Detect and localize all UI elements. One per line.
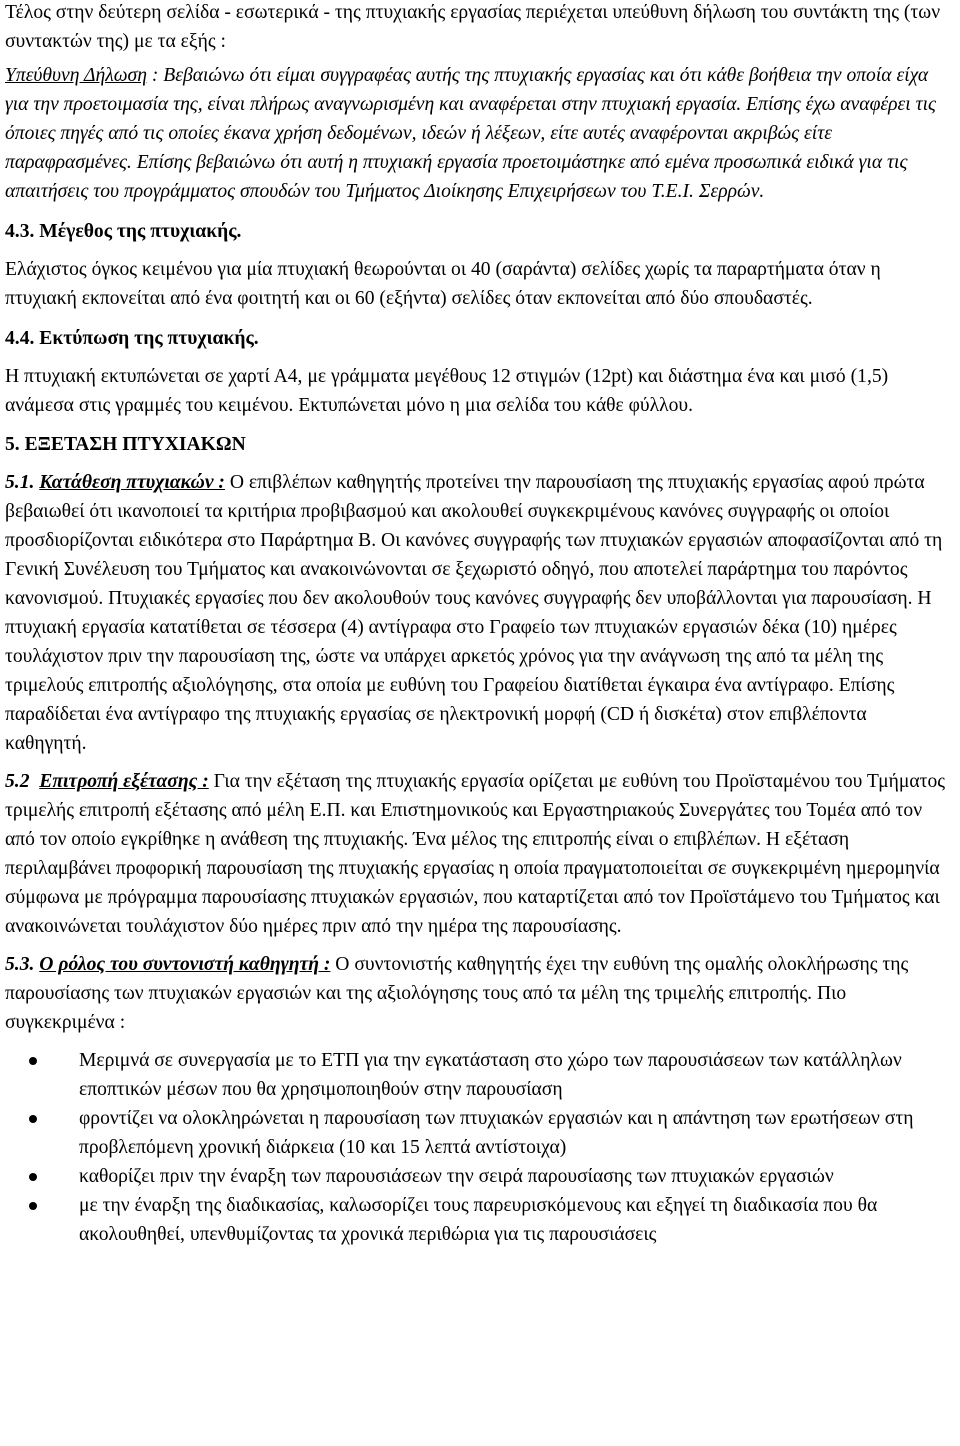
list-item-text: με την έναρξη της διαδικασίας, καλωσορίζει τους παρευρισκόμενους και εξηγεί τη διαδικασία που θα ακολουθηθεί, υπενθυμίζοντας τα χρονικά περιθώρια για τις παρουσιάσεις (79, 1195, 878, 1245)
section-5-3-text: Ο συντονιστής καθηγητής έχει την ευθύνη της ομαλής ολοκλήρωσης της παρουσίασης των πτυχιακών εργασιών και της αξιολόγησης τους από τα μέλη της τριμελής επιτροπής. Πιο συγκεκριμένα : (5, 954, 909, 1033)
bullet-icon (29, 1202, 37, 1210)
list-item-text: φροντίζει να ολοκληρώνεται η παρουσίαση των πτυχιακών εργασιών και η απάντηση των ερωτήσεων στη προβλεπόμενη χρονική διάρκεια (10 και 15 λεπτά αντίστοιχα) (79, 1108, 914, 1158)
section-4-4-text: Η πτυχιακή εκτυπώνεται σε χαρτί Α4, με γράμματα μεγέθους 12 στιγμών (12pt) και διάστημα ένα και μισό (1,5) ανάμεσα στις γραμμές του κειμένου. Εκτυπώνεται μόνο η μια σελίδα του κάθε φύλλου. (5, 366, 889, 416)
section-5-2-number: 5.2 (5, 771, 30, 792)
section-5-3-bullet-list (5, 1046, 948, 1249)
section-5-3-label: Ο ρόλος του συντονιστή καθηγητή : (39, 954, 331, 975)
section-5-2-paragraph (5, 767, 948, 941)
section-5-1-text: Ο επιβλέπων καθηγητής προτείνει την παρουσίαση της πτυχιακής εργασίας αφού πρώτα βεβαιωθεί ότι ικανοποιεί τα κριτήρια προβιβασμού και ακολουθεί συγκεκριμένους κανόνες συγγραφής οι οποίοι προσδιορίζονται ειδικότερα στο Παράρτημα Β. Οι κανόνες συγγραφής των πτυχιακών εργασιών αποφασίζονται από τη Γενική Συνέλευση του Τμήματος και ανακοινώνονται σε ξεχωριστό οδηγό, που αποτελεί παράρτημα του παρόντος κανονισμού. Πτυχιακές εργασίες που δεν ακολουθούν τους κανόνες συγγραφής δεν υποβάλλονται για παρουσίαση. Η πτυχιακή εργασία κατατίθεται σε τέσσερα (4) αντίγραφα στο Γραφείο των πτυχιακών εργασιών δέκα (10) ημέρες τουλάχιστον πριν την παρουσίαση της, ώστε να υπάρχει αρκετός χρόνος για την ανάγνωση της από τα μέλη της τριμελούς επιτροπής αξιολόγησης, στα οποία με ευθύνη του Γραφείου διατίθεται έγκαιρα ένα αντίγραφο. Επίσης παραδίδεται ένα αντίγραφο της πτυχιακής εργασίας σε ηλεκτρονική μορφή (CD ή δισκέτα) στον επιβλέποντα καθηγητή. (5, 472, 943, 754)
list-item (79, 1162, 948, 1191)
bullet-icon (29, 1115, 37, 1123)
section-5-title: 5. ΕΞΕΤΑΣΗ ΠΤΥΧΙΑΚΩΝ (5, 434, 246, 455)
section-5-2-label: Επιτροπή εξέτασης : (39, 771, 209, 792)
bullet-icon (29, 1057, 37, 1065)
declaration-paragraph (5, 61, 948, 206)
list-item (79, 1104, 948, 1162)
section-4-3-title: 4.3. Μέγεθος της πτυχιακής. (5, 221, 242, 242)
section-5-1-paragraph (5, 468, 948, 758)
list-item-text: Μεριμνά σε συνεργασία με το ΕΤΠ για την εγκατάσταση στο χώρο των παρουσιάσεων των κατάλληλων εποπτικών μέσων που θα χρησιμοποιηθούν στην παρουσίαση (79, 1050, 902, 1100)
section-5-3-paragraph (5, 950, 948, 1037)
declaration-text: : Βεβαιώνω ότι είμαι συγγραφέας αυτής της πτυχιακής εργασίας και ότι κάθε βοήθεια την οποία είχα για την προετοιμασία της, είναι πλήρως αναγνωρισμένη και αναφέρεται στην πτυχιακή εργασία. Επίσης έχω αναφέρει τις όποιες πηγές από τις οποίες έκανα χρήση δεδομένων, ιδεών ή λέξεων, είτε αυτές αναφέρονται ακριβώς είτε παραφρασμένες. Επίσης βεβαιώνω ότι αυτή η πτυχιακή εργασία προετοιμάστηκε από εμένα προσωπικά ειδικά για τις απαιτήσεις του προγράμματος σπουδών του Τμήματος Διοίκησης Επιχειρήσεων του Τ.Ε.Ι. Σερρών. (5, 65, 937, 202)
intro-paragraph: Τέλος στην δεύτερη σελίδα - εσωτερικά - της πτυχιακής εργασίας περιέχεται υπεύθυνη δήλωση του συντάκτη της (των συντακτών της) με τα εξής : (5, 2, 941, 52)
section-4-4-title: 4.4. Εκτύπωση της πτυχιακής. (5, 328, 259, 349)
section-5-3-number: 5.3. (5, 954, 35, 975)
bullet-icon (29, 1173, 37, 1181)
section-5-1-number: 5.1. (5, 472, 35, 493)
section-5-2-text: Για την εξέταση της πτυχιακής εργασία ορίζεται με ευθύνη του Προϊσταμένου του Τμήματος τριμελής επιτροπή εξέτασης από μέλη Ε.Π. και Επιστημονικούς και Εργαστηριακούς Συνεργάτες του Τομέα από τον από τον οποίο εγκρίθηκε η ανάθεση της πτυχιακής. Ένα μέλος της επιτροπής είναι ο επιβλέπων. Η εξέταση περιλαμβάνει προφορική παρουσίαση της πτυχιακής εργασίας η οποία πραγματοποιείται σε συγκεκριμένη ημερομηνία σύμφωνα με πρόγραμμα παρουσίασης πτυχιακών εργασιών, που καταρτίζεται από τον Προϊστάμενο του Τμήματος και ανακοινώνεται τουλάχιστον δύο ημέρες πριν από την ημέρα της παρουσίασης. (5, 771, 946, 937)
list-item (79, 1046, 948, 1104)
section-4-3-text: Ελάχιστος όγκος κειμένου για μία πτυχιακή θεωρούνται οι 40 (σαράντα) σελίδες χωρίς τα παραρτήματα όταν η πτυχιακή εκπονείται από ένα φοιτητή και οι 60 (εξήντα) σελίδες όταν εκπονείται από δύο σπουδαστές. (5, 259, 881, 309)
list-item (79, 1191, 948, 1249)
list-item-text: καθορίζει πριν την έναρξη των παρουσιάσεων την σειρά παρουσίασης των πτυχιακών εργασιών (79, 1166, 834, 1187)
declaration-label: Υπεύθυνη Δήλωση (5, 65, 147, 86)
section-5-1-label: Κατάθεση πτυχιακών : (39, 472, 225, 493)
